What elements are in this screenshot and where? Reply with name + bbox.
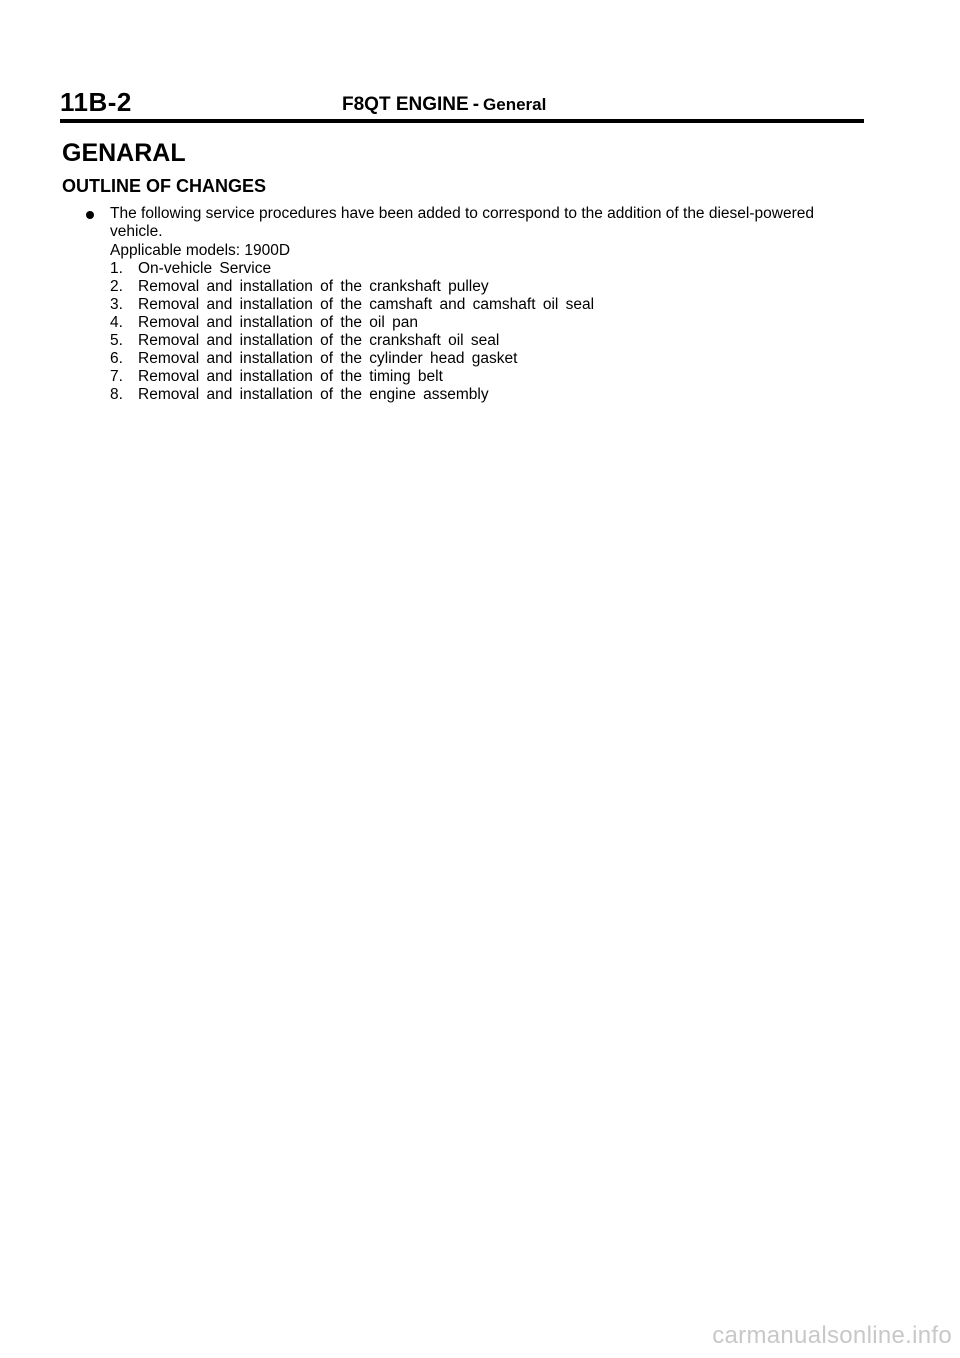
- list-item: [110, 368, 866, 386]
- header-rule: [60, 119, 864, 123]
- list-item-number: 6.: [110, 350, 123, 367]
- list-item-number: 7.: [110, 368, 123, 385]
- outline-bullet: [86, 205, 866, 404]
- list-item: [110, 278, 866, 296]
- list-item-text: Removal and installation of the engine assembly: [138, 386, 489, 403]
- list-item-number: 2.: [110, 278, 123, 295]
- list-item: [110, 350, 866, 368]
- list-item-number: 8.: [110, 386, 123, 403]
- list-item-text: Removal and installation of the camshaft and camshaft oil seal: [138, 296, 595, 313]
- page-number: 11B-2: [60, 87, 132, 117]
- procedure-list: [110, 260, 866, 404]
- list-item-text: Removal and installation of the cylinder head gasket: [138, 350, 518, 367]
- applicable-models: Applicable models: 1900D: [110, 242, 291, 259]
- list-item: [110, 296, 866, 314]
- list-item: [110, 260, 866, 278]
- list-item-text: Removal and installation of the oil pan: [138, 314, 418, 331]
- list-item-number: 5.: [110, 332, 123, 349]
- list-item-text: Removal and installation of the crankshaft pulley: [138, 278, 489, 295]
- list-item-number: 3.: [110, 296, 123, 313]
- header-separator: -: [472, 94, 480, 115]
- list-item: [110, 332, 866, 350]
- list-item: [110, 386, 866, 404]
- list-item-number: 1.: [110, 260, 123, 277]
- section-title: GENARAL: [62, 139, 186, 167]
- list-item-text: On-vehicle Service: [138, 260, 272, 277]
- site-watermark: carmanualsonline.info: [712, 1322, 952, 1349]
- header-subtitle: General: [483, 95, 547, 114]
- list-item-number: 4.: [110, 314, 123, 331]
- header-title: [342, 94, 546, 116]
- list-item-text: Removal and installation of the crankshaft oil seal: [138, 332, 500, 349]
- header-engine-title: F8QT ENGINE: [342, 94, 469, 115]
- bullet-dot-icon: [86, 211, 94, 219]
- list-item-text: Removal and installation of the timing belt: [138, 368, 443, 385]
- list-item: [110, 314, 866, 332]
- page-header: [60, 88, 864, 120]
- bullet-text: The following service procedures have been added to correspond to the addition of the diesel-powered vehicle.: [110, 205, 814, 240]
- subsection-title: OUTLINE OF CHANGES: [62, 176, 267, 196]
